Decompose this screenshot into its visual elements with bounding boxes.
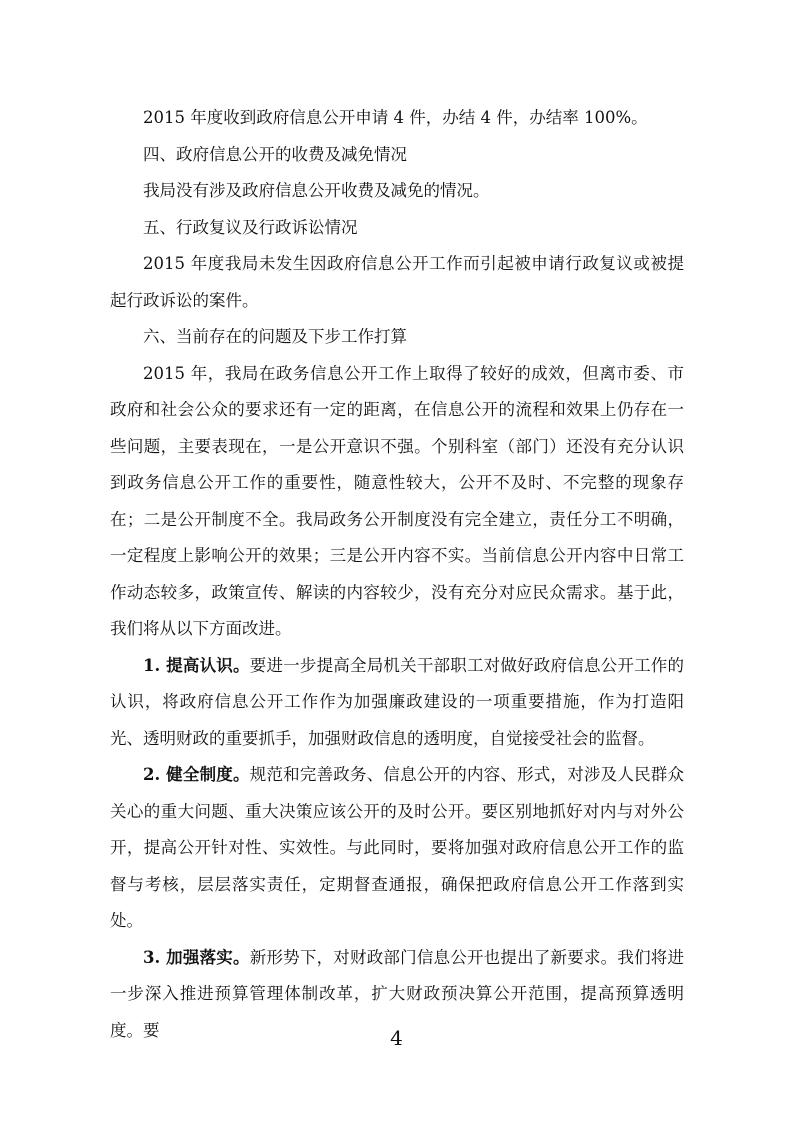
paragraph-fees-waivers: 我局没有涉及政府信息公开收费及减免的情况。	[143, 181, 490, 200]
heading-problems-plans: 六、当前存在的问题及下步工作打算	[143, 327, 407, 346]
paragraph-improve-awareness: 1. 提高认识。要进一步提高全局机关干部职工对做好政府信息公开工作的认识，将政府信息公开工作作为加强廉政建设的一项重要措施，作为打造阳光、透明财政的重要抓手，加强财政信息的透明度，自觉接受社会的监督。	[110, 655, 684, 748]
body-text	[110, 100, 684, 1049]
lead-improve-awareness: 1. 提高认识。	[143, 655, 250, 675]
lead-strengthen-implementation: 3. 加强落实。	[143, 947, 250, 967]
paragraph-strengthen-implementation: 3. 加强落实。新形势下，对财政部门信息公开也提出了新要求。我们将进一步深入推进预算管理体制改革，扩大财政预决算公开范围，提高预算透明度。要	[110, 947, 684, 1040]
paragraph-requests-summary: 2015 年度收到政府信息公开申请 4 件，办结 4 件，办结率 100%。	[143, 108, 648, 127]
heading-fees-waivers: 四、政府信息公开的收费及减免情况	[143, 144, 407, 164]
paragraph-improve-system: 2. 健全制度。规范和完善政务、信息公开的内容、形式，对涉及人民群众关心的重大问题、重大决策应该公开的及时公开。要区别地抓好对内与对外公开，提高公开针对性、实效性。与此同时，要将加强对政府信息公开工作的监督与考核，层层落实责任，定期督查通报，确保把政府信息公开工作落到实处。	[110, 765, 684, 930]
paragraph-problems: 2015 年，我局在政务信息公开工作上取得了较好的成效，但离市委、市政府和社会公众的要求还有一定的距离，在信息公开的流程和效果上仍存在一些问题，主要表现在，一是公开意识不强。个别科室（部门）还没有充分认识到政务信息公开工作的重要性，随意性较大，公开不及时、不完整的现象存在；二是公开制度不全。我局政务公开制度没有完全建立，责任分工不明确，一定程度上影响公开的效果；三是公开内容不实。当前信息公开内容中日常工作动态较多，政策宣传、解读的内容较少，没有充分对应民众需求。基于此，我们将从以下方面改进。	[110, 363, 684, 638]
paragraph-review-litigation: 2015 年度我局未发生因政府信息公开工作而引起被申请行政复议或被提起行政诉讼的案件。	[110, 254, 684, 310]
heading-review-litigation: 五、行政复议及行政诉讼情况	[143, 217, 358, 237]
page-number: 4	[390, 1026, 403, 1050]
lead-improve-system: 2. 健全制度。	[143, 765, 250, 784]
